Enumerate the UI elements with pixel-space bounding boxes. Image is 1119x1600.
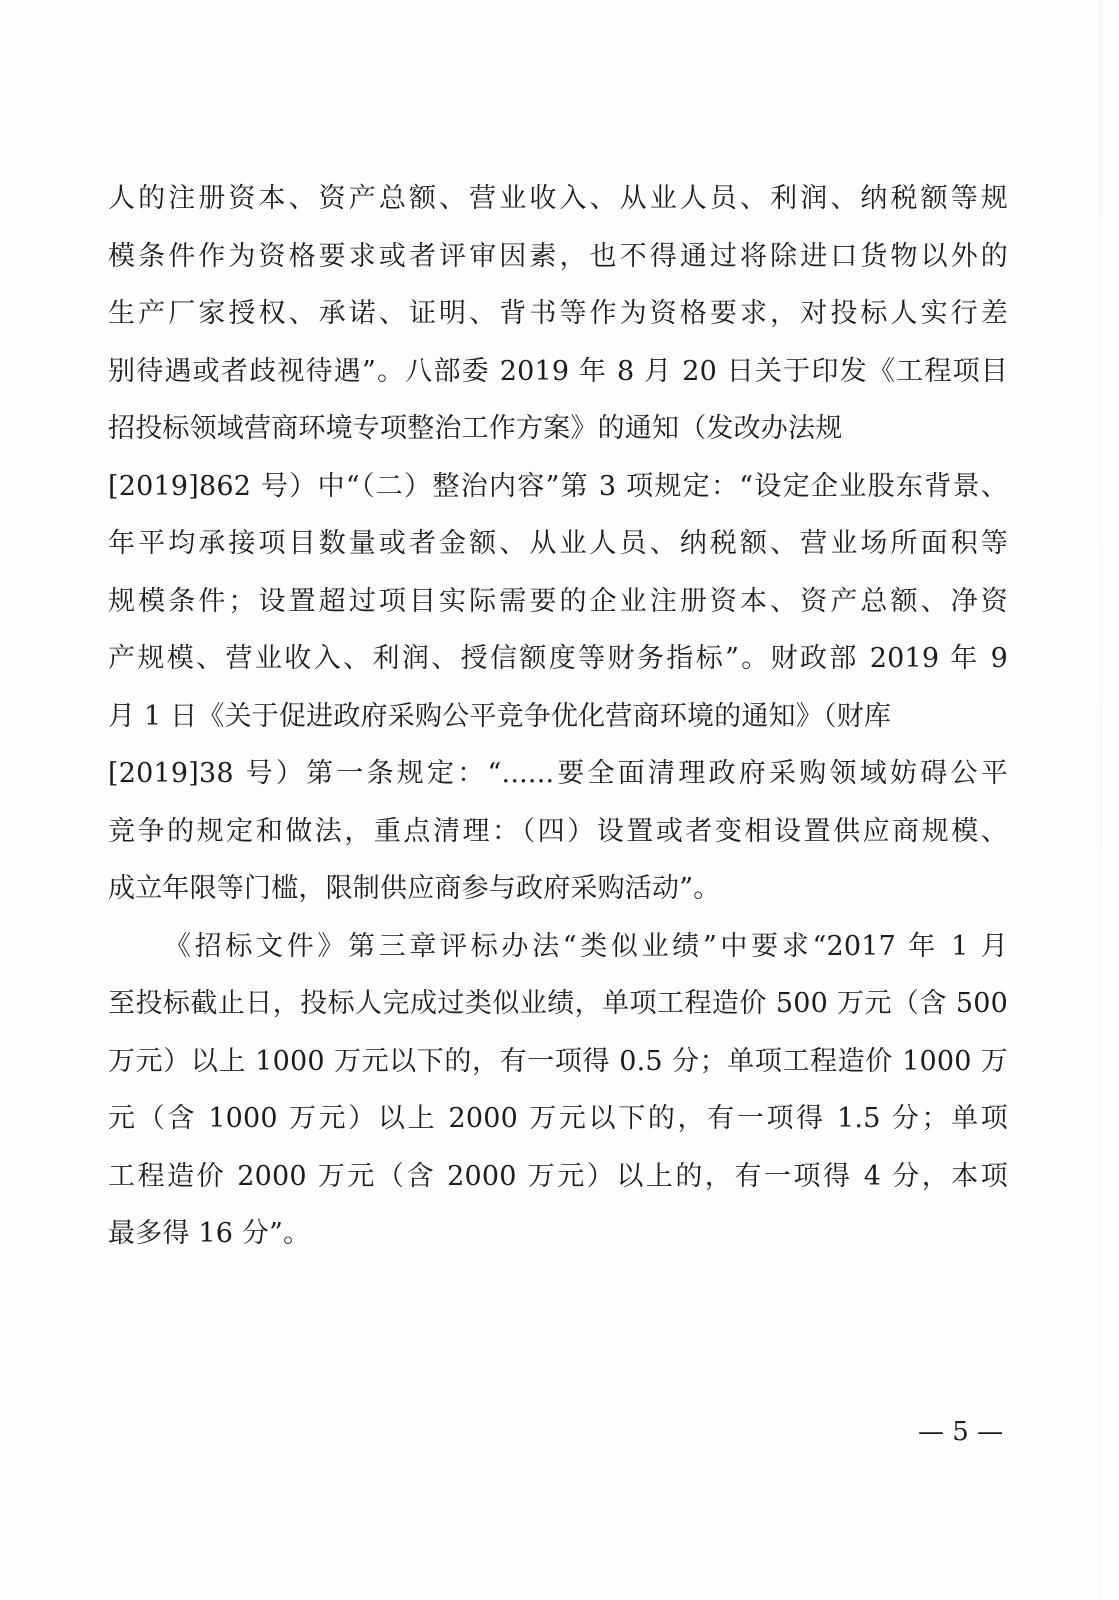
document-body [108,170,1008,1263]
text-line: [2019]862 号）中“（二）整治内容”第 3 项规定：“设定企业股东背景、 [108,470,1008,502]
text-line: 最多得 16 分”。 [108,1218,311,1249]
text-line: 模条件作为资格要求或者评审因素，也不得通过将除进口货物以外的 [108,240,1008,272]
text-line: 元（含 1000 万元）以上 2000 万元以下的，有一项得 1.5 分；单项 [108,1103,1008,1134]
scan-edge [1100,0,1101,1600]
text-line: 月 1 日《关于促进政府采购公平竞争优化营商环境的通知》（财库 [108,700,892,732]
text-line: 万元）以上 1000 万元以下的，有一项得 0.5 分；单项工程造价 1000 万 [108,1045,1008,1077]
text-line: 工程造价 2000 万元（含 2000 万元）以上的，有一项得 4 分，本项 [108,1160,1008,1192]
text-line: 招投标领域营商环境专项整治工作方案》的通知（发改办法规 [108,413,843,444]
text-line: 产规模、营业收入、利润、授信额度等财务指标”。财政部 2019 年 9 [108,643,1008,674]
text-line: 规模条件；设置超过项目实际需要的企业注册资本、资产总额、净资 [108,585,1008,617]
paragraph-1 [108,170,1008,918]
text-line: 生产厂家授权、承诺、证明、背书等作为资格要求，对投标人实行差 [108,298,1008,329]
text-line: 竞争的规定和做法，重点清理：（四）设置或者变相设置供应商规模、 [108,815,1008,847]
text-line: 别待遇或者歧视待遇”。八部委 2019 年 8 月 20 日关于印发《工程项目 [108,355,1008,387]
page-number: — 5 — [918,1417,1004,1447]
text-line: [2019]38 号）第一条规定：“......要全面清理政府采购领域妨碍公平 [108,758,1008,789]
text-line: 《招标文件》第三章评标办法“类似业绩”中要求“2017 年 1 月 [164,930,1008,962]
paragraph-2 [108,918,1008,1263]
text-line: 年平均承接项目数量或者金额、从业人员、纳税额、营业场所面积等 [108,528,1008,559]
text-line: 成立年限等门槛，限制供应商参与政府采购活动”。 [108,873,721,904]
text-line: 人的注册资本、资产总额、营业收入、从业人员、利润、纳税额等规 [108,183,1008,214]
text-line: 至投标截止日，投标人完成过类似业绩，单项工程造价 500 万元（含 500 [108,988,1008,1019]
